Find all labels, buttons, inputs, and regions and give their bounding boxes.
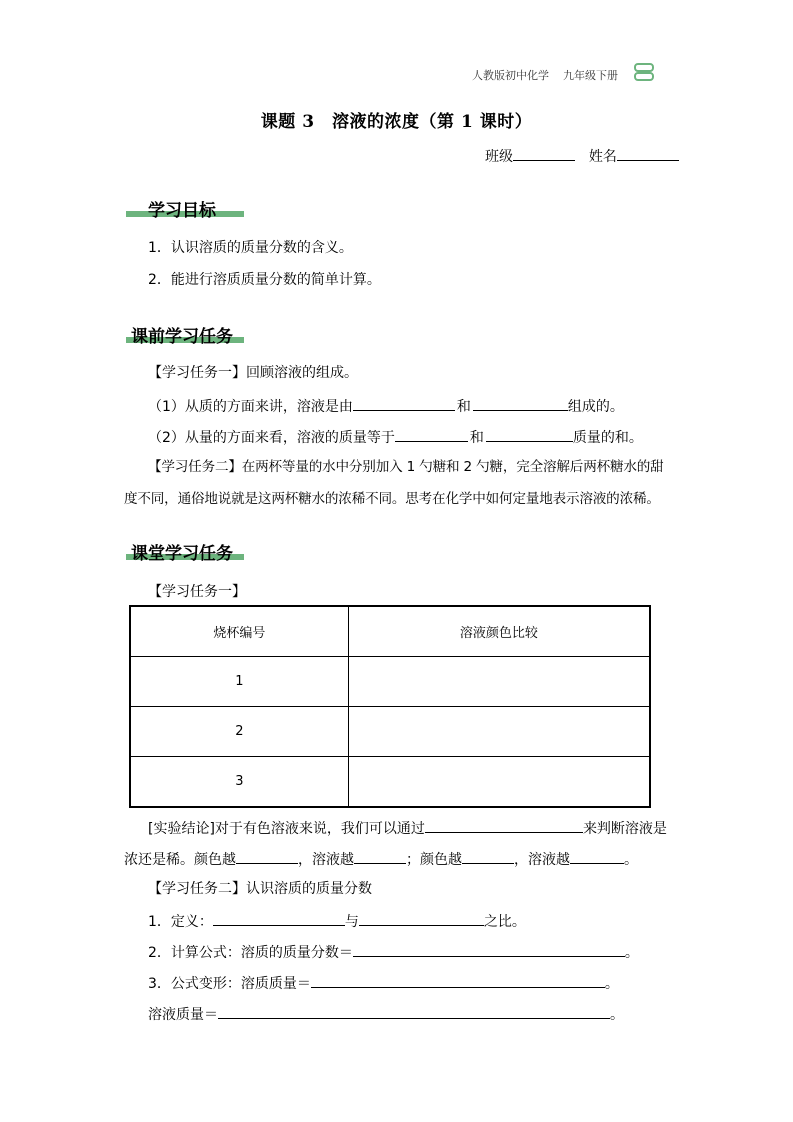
header-edition-label	[472, 67, 618, 83]
class-label: 班级	[485, 149, 513, 165]
pre-question-1	[148, 396, 624, 416]
table-header-cell: 溶液颜色比较	[348, 606, 650, 656]
conclusion2-blank-3[interactable]	[462, 849, 514, 864]
beaker-table	[129, 605, 651, 808]
q2-text-c: 质量的和。	[572, 430, 643, 446]
name-label: 姓名	[588, 149, 617, 165]
conclusion2-text-b: ，溶液越	[298, 852, 354, 868]
transform-line	[148, 973, 619, 993]
in-task1-label: 【学习任务一】	[148, 584, 246, 600]
q1-blank-2[interactable]	[473, 396, 568, 411]
transform-blank[interactable]	[311, 973, 605, 988]
conclusion2-blank-1[interactable]	[236, 849, 298, 864]
formula-text: 2．计算公式：溶质的质量分数＝	[148, 945, 353, 961]
solution-text: 溶液质量＝	[148, 1007, 218, 1023]
def-blank-1[interactable]	[213, 911, 345, 926]
q2-blank-2[interactable]	[486, 427, 573, 442]
table-answer-cell[interactable]	[348, 757, 650, 807]
transform-text: 3．公式变形：溶质质量＝	[148, 976, 311, 992]
transform-end: 。	[604, 976, 619, 992]
q1-blank-1[interactable]	[353, 396, 455, 411]
conclusion2-text-a: 浓还是稀。颜色越	[124, 852, 236, 868]
page-title: 课题 3 溶液的浓度（第 1 课时）	[260, 112, 533, 132]
def-blank-2[interactable]	[359, 911, 484, 926]
objective-item: 2．能进行溶质质量分数的简单计算。	[148, 272, 381, 288]
grade-text: 九年级下册	[563, 69, 618, 82]
table-header-cell: 烧杯编号	[130, 606, 348, 656]
conclusion-text-b: 来判断溶液是	[582, 821, 667, 837]
name-blank[interactable]	[617, 146, 679, 161]
solution-blank[interactable]	[218, 1004, 610, 1019]
q1-text-b: 和	[456, 399, 471, 415]
section-heading-in-class: 课堂学习任务	[131, 544, 233, 564]
def-text-b: 与	[344, 914, 359, 930]
pre-task1-intro: 【学习任务一】回顾溶液的组成。	[148, 365, 358, 381]
table-answer-cell[interactable]	[348, 707, 650, 757]
conclusion2-text-e: 。	[624, 852, 638, 868]
formula-blank[interactable]	[353, 942, 625, 957]
pre-question-2	[148, 427, 643, 447]
table-answer-cell[interactable]	[348, 656, 650, 706]
section-heading-objectives: 学习目标	[148, 201, 216, 221]
q2-text-b: 和	[469, 430, 484, 446]
table-cell: 1	[130, 656, 348, 706]
conclusion-line-1	[148, 818, 667, 838]
table-cell: 3	[130, 757, 348, 807]
solution-end: 。	[610, 1007, 624, 1023]
q1-text-a: （1）从质的方面来讲，溶液是由	[148, 399, 353, 415]
table-row	[130, 757, 650, 807]
conclusion2-text-c: ；颜色越	[406, 852, 462, 868]
conclusion2-blank-4[interactable]	[570, 849, 624, 864]
class-blank[interactable]	[513, 146, 575, 161]
conclusion2-text-d: ，溶液越	[514, 852, 570, 868]
q2-text-a: （2）从量的方面来看，溶液的质量等于	[148, 430, 395, 446]
pre-task2-line1: 【学习任务二】在两杯等量的水中分别加入 1 勺糖和 2 勺糖，完全溶解后两杯糖水的甜	[148, 459, 664, 475]
q2-blank-1[interactable]	[395, 427, 468, 442]
pre-task2-line2: 度不同，通俗地说就是这两杯糖水的浓稀不同。思考在化学中如何定量地表示溶液的浓稀。	[124, 491, 660, 507]
book-logo-icon	[634, 62, 654, 82]
q1-text-c: 组成的。	[567, 399, 624, 415]
conclusion-blank-1[interactable]	[425, 818, 583, 833]
def-text-a: 1．定义：	[148, 914, 213, 930]
student-info-line	[485, 146, 679, 166]
table-row	[130, 656, 650, 706]
section-heading-pre-class: 课前学习任务	[131, 327, 233, 347]
solution-mass-line	[148, 1004, 624, 1024]
conclusion-text-a: [实验结论]对于有色溶液来说，我们可以通过	[148, 821, 425, 837]
conclusion2-blank-2[interactable]	[354, 849, 406, 864]
def-text-c: 之比。	[483, 914, 526, 930]
table-header-row	[130, 606, 650, 656]
table-row	[130, 707, 650, 757]
table-cell: 2	[130, 707, 348, 757]
objective-item: 1．认识溶质的质量分数的含义。	[148, 240, 353, 256]
formula-end: 。	[624, 945, 639, 961]
definition-line	[148, 911, 526, 931]
in-task2-label: 【学习任务二】认识溶质的质量分数	[148, 881, 372, 897]
formula-line	[148, 942, 639, 962]
edition-text: 人教版初中化学	[472, 69, 549, 82]
conclusion-line-2	[124, 849, 638, 869]
